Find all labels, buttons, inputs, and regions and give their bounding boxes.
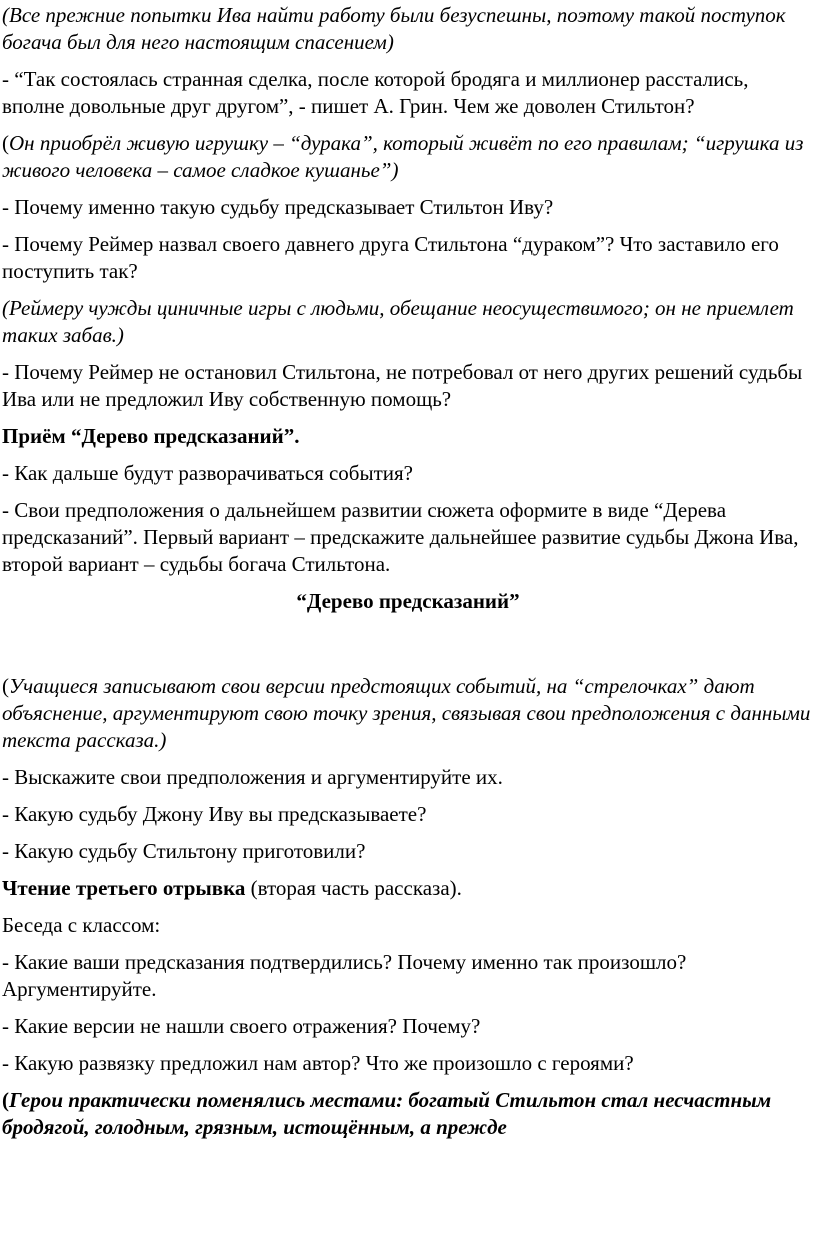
paragraph-reading — [2, 875, 814, 902]
note-4-text: Учащиеся записывают свои версии предстоящих событий, на “стрелочках” дают объяснение, аргументируют свою точку зрения, связывая свои предположения с данными текста рассказа.) — [2, 674, 811, 752]
paragraph-question-7: - Какую судьбу Джону Иву вы предсказываете? — [2, 802, 427, 826]
note-2-text: Он приобрёл живую игрушку – “дурака”, который живёт по его правилам; “игрушка из живого человека – самое сладкое кушанье”) — [2, 131, 804, 182]
section-title-technique: Приём “Дерево предсказаний”. — [2, 424, 300, 448]
paragraph-question-2: - Почему именно такую судьбу предсказывает Стильтон Иву? — [2, 195, 554, 219]
paragraph-question-5: - Как дальше будут разворачиваться события? — [2, 461, 413, 485]
paragraph-note-1: (Все прежние попытки Ива найти работу были безуспешны, поэтому такой поступок богача был для него настоящим спасением) — [2, 3, 786, 54]
open-paren: ( — [2, 131, 9, 155]
paragraph-question-9: - Какие ваши предсказания подтвердились? Почему именно так произошло? Аргументируйте. — [2, 950, 687, 1001]
paragraph-question-8: - Какую судьбу Стильтону приготовили? — [2, 839, 366, 863]
paragraph-note-4 — [2, 673, 814, 754]
paragraph-question-10: - Какие версии не нашли своего отражения? Почему? — [2, 1014, 481, 1038]
paragraph-question-11: - Какую развязку предложил нам автор? Что же произошло с героями? — [2, 1051, 634, 1075]
paragraph-note-3: (Реймеру чужды циничные игры с людьми, обещание неосуществимого; он не приемлет таких забав.) — [2, 296, 794, 347]
heading-prediction-tree: “Дерево предсказаний” — [296, 589, 520, 613]
paragraph-question-3: - Почему Реймер назвал своего давнего друга Стильтона “дураком”? Что заставило его поступить так? — [2, 232, 779, 283]
paragraph-question-6: - Выскажите свои предположения и аргументируйте их. — [2, 765, 503, 789]
spacer — [2, 625, 814, 673]
open-paren: ( — [2, 674, 9, 698]
paragraph-note-5 — [2, 1087, 814, 1141]
note-5-text: Герои практически поменялись местами: богатый Стильтон стал несчастным бродягой, голодным, грязным, истощённым, а прежде — [2, 1088, 772, 1139]
paragraph-question-1: - “Так состоялась странная сделка, после которой бродяга и миллионер расстались, вполне довольные друг другом”, - пишет А. Грин. Чем же доволен Стильтон? — [2, 67, 749, 118]
paragraph-note-2 — [2, 130, 814, 184]
paragraph-discussion: Беседа с классом: — [2, 913, 161, 937]
reading-title: Чтение третьего отрывка — [2, 876, 246, 900]
paragraph-task: - Свои предположения о дальнейшем развитии сюжета оформите в виде “Дерева предсказаний”. Первый вариант – предскажите дальнейшее развитие судьбы Джона Ива, второй вариант – судьбы богача Стильтона. — [2, 498, 799, 576]
paragraph-question-4: - Почему Реймер не остановил Стильтона, не потребовал от него других решений судьбы Ива или не предложил Иву собственную помощь? — [2, 360, 803, 411]
open-paren: ( — [2, 1088, 9, 1112]
reading-rest: (вторая часть рассказа). — [245, 876, 462, 900]
